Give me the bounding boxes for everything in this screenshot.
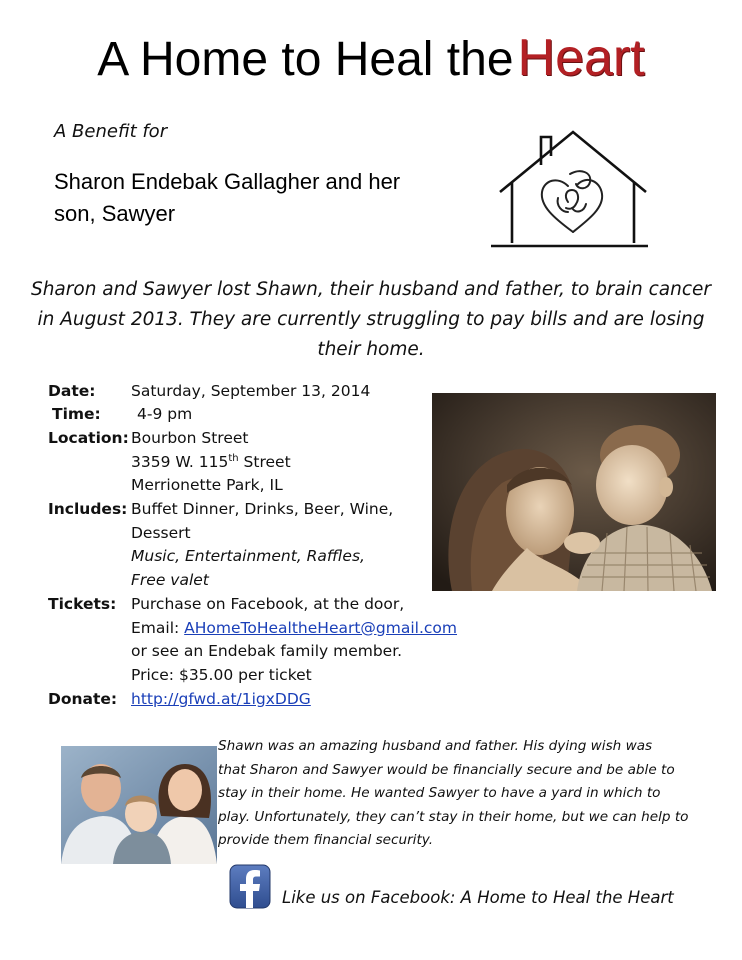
- donate-label: Donate:: [48, 690, 118, 708]
- house-heart-logo: [488, 112, 653, 252]
- tribute-line: Shawn was an amazing husband and father. His dying wish was: [218, 738, 653, 754]
- beneficiary-name: [54, 166, 464, 230]
- includes-line: Buffet Dinner, Drinks, Beer, Wine,: [131, 500, 394, 518]
- includes-line: Music, Entertainment, Raffles,: [131, 547, 365, 566]
- includes-value: [131, 498, 393, 592]
- title-accent: Heart: [517, 29, 645, 87]
- location-value: [131, 427, 291, 498]
- benefit-for-label: A Benefit for: [54, 121, 168, 142]
- family-photo: [61, 746, 217, 864]
- title-main: A Home to Heal the: [97, 33, 514, 86]
- story-paragraph: [30, 275, 712, 365]
- tickets-label: Tickets:: [48, 595, 117, 613]
- story-line: in August 2013. They are currently struggling to pay bills and are losing: [37, 309, 705, 330]
- email-link[interactable]: AHomeToHealtheHeart@gmail.com: [184, 618, 458, 637]
- date-label: Date:: [48, 382, 96, 400]
- tribute-line: play. Unfortunately, they can’t stay in their home, but we can help to: [218, 808, 689, 825]
- donate-link[interactable]: http://gfwd.at/1igxDDG: [131, 690, 311, 708]
- story-line: Sharon and Sawyer lost Shawn, their husband and father, to brain cancer: [30, 279, 712, 300]
- tribute-line: stay in their home. He wanted Sawyer to have a yard in which to: [218, 785, 661, 801]
- time-value: 4-9 pm: [137, 405, 193, 423]
- tickets-line: Purchase on Facebook, at the door,: [131, 595, 405, 613]
- facebook-icon[interactable]: [229, 864, 271, 909]
- mother-son-photo: [432, 393, 716, 591]
- location-city: Merrionette Park, IL: [131, 476, 283, 495]
- location-venue: Bourbon Street: [131, 429, 249, 447]
- location-street: 3359 W. 115th Street: [131, 452, 291, 471]
- beneficiary-line-2: son, Sawyer: [54, 201, 176, 226]
- story-line: their home.: [317, 339, 425, 360]
- includes-label: Includes:: [48, 500, 128, 518]
- flyer-title: [0, 28, 742, 90]
- tribute-line: provide them financial security.: [218, 832, 434, 848]
- facebook-cta: Like us on Facebook: A Home to Heal the Heart: [282, 888, 674, 907]
- beneficiary-line-1: Sharon Endebak Gallagher and her: [54, 169, 401, 194]
- includes-line: Dessert: [131, 523, 191, 542]
- tickets-line: or see an Endebak family member.: [131, 642, 403, 661]
- tickets-value: [131, 593, 457, 687]
- donate-value: [131, 688, 311, 712]
- tribute-line: that Sharon and Sawyer would be financially secure and be able to: [218, 761, 675, 778]
- ticket-price: Price: $35.00 per ticket: [131, 665, 312, 684]
- tribute-paragraph: [218, 735, 708, 853]
- includes-line: Free valet: [131, 570, 209, 589]
- date-value: Saturday, September 13, 2014: [131, 382, 371, 400]
- location-label: Location:: [48, 429, 129, 447]
- time-label: Time:: [52, 405, 101, 423]
- tickets-email-line: Email: AHomeToHealtheHeart@gmail.com: [131, 618, 458, 637]
